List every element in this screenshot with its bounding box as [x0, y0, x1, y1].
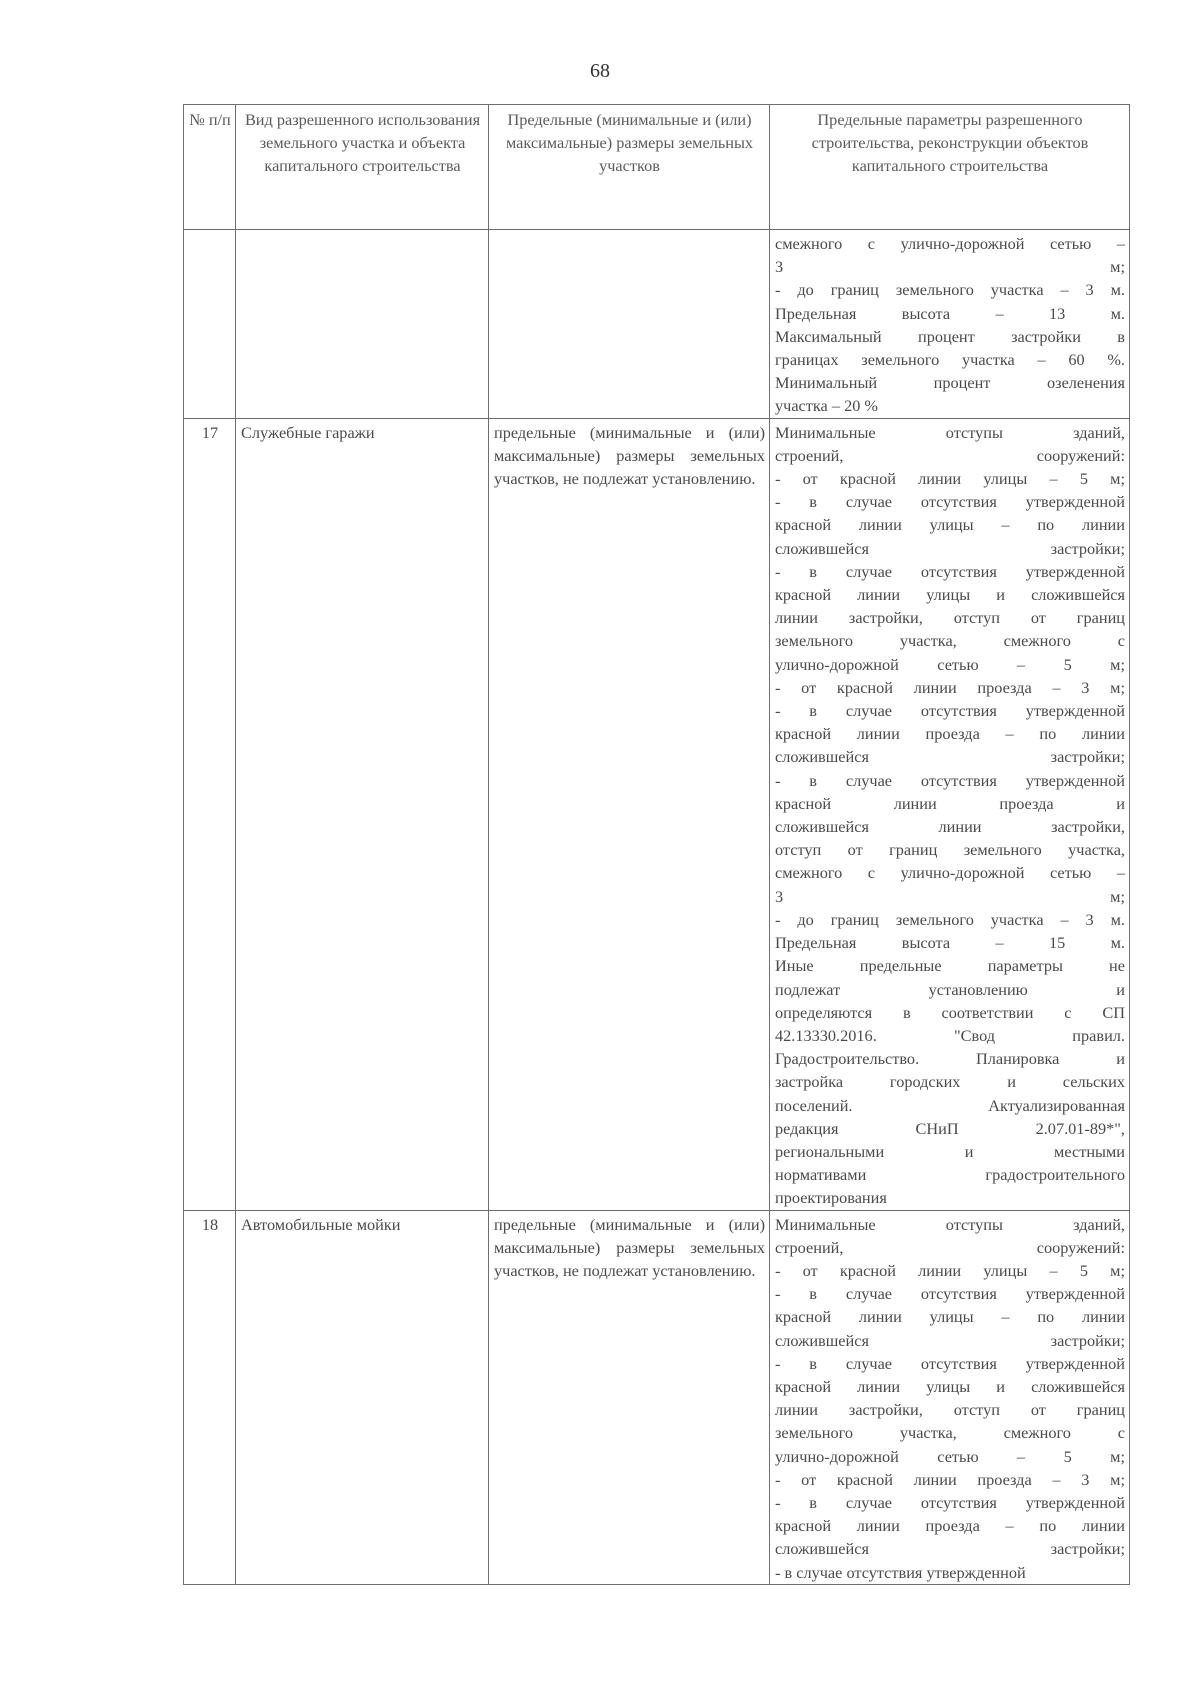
text-line: улично-дорожной сетью – 5 м;: [775, 654, 1125, 674]
text-line: - в случае отсутствия утвержденной: [775, 492, 1125, 512]
text-line: 3 м;: [775, 257, 1125, 277]
text-line: Минимальные отступы зданий,: [775, 422, 1125, 442]
text-line: красной линии проезда – по линии: [775, 1516, 1125, 1536]
cell-number: 18: [184, 1210, 236, 1584]
cell-permitted-use: Служебные гаражи: [236, 418, 489, 1210]
table-row-continuation: [184, 230, 1130, 419]
text-line: Иные предельные параметры не: [775, 956, 1125, 976]
text-line: земельного участка, смежного с: [775, 1423, 1125, 1443]
cell-permitted-use: [236, 230, 489, 419]
text-line: линии застройки, отступ от границ: [775, 608, 1125, 628]
text-line: 3 м;: [775, 886, 1125, 906]
cell-plot-size: предельные (минимальные и (или) максимальные) размеры земельных участков, не подлежат установлению.: [489, 1210, 770, 1584]
text-line: красной линии улицы и сложившейся: [775, 1376, 1125, 1396]
cell-plot-size: предельные (минимальные и (или) максимальные) размеры земельных участков, не подлежат установлению.: [489, 418, 770, 1210]
text-line: - в случае отсутствия утвержденной: [775, 770, 1125, 790]
header-permitted-use: Вид разрешенного использования земельного участка и объекта капитального строительства: [236, 105, 489, 230]
table-header-row: [184, 105, 1130, 230]
text-line: Предельная высота – 15 м.: [775, 933, 1125, 953]
text-line: - в случае отсутствия утвержденной: [775, 1284, 1125, 1304]
text-line: строений, сооружений:: [775, 445, 1125, 465]
text-line: отступ от границ земельного участка,: [775, 840, 1125, 860]
regulations-table: [183, 104, 1130, 1585]
text-line: сложившейся линии застройки,: [775, 817, 1125, 837]
text-line: участка – 20 %: [775, 396, 878, 416]
text-line: - от красной линии улицы – 5 м;: [775, 469, 1125, 489]
table-row: [184, 418, 1130, 1210]
cell-construction-params: [770, 418, 1130, 1210]
text-line: - до границ земельного участка – 3 м.: [775, 909, 1125, 929]
text-line: застройка городских и сельских: [775, 1072, 1125, 1092]
text-line: Минимальные отступы зданий,: [775, 1214, 1125, 1234]
text-line: - до границ земельного участка – 3 м.: [775, 280, 1125, 300]
text-line: - в случае отсутствия утвержденной: [775, 561, 1125, 581]
cell-number: [184, 230, 236, 419]
cell-construction-params: [770, 1210, 1130, 1584]
cell-construction-params: [770, 230, 1130, 419]
text-line: нормативами градостроительного: [775, 1165, 1125, 1185]
header-number: № п/п: [184, 105, 236, 230]
cell-permitted-use: Автомобильные мойки: [236, 1210, 489, 1584]
header-plot-size: Предельные (минимальные и (или) максимальные) размеры земельных участков: [489, 105, 770, 230]
text-line: - в случае отсутствия утвержденной: [775, 1562, 1026, 1582]
text-line: сложившейся застройки;: [775, 1330, 1125, 1350]
text-line: проектирования: [775, 1188, 887, 1208]
text-line: красной линии улицы – по линии: [775, 515, 1125, 535]
text-line: региональными и местными: [775, 1141, 1125, 1161]
text-line: смежного с улично-дорожной сетью –: [775, 863, 1125, 883]
header-construction-params: Предельные параметры разрешенного строительства, реконструкции объектов капитального строительства: [770, 105, 1130, 230]
text-line: - от красной линии улицы – 5 м;: [775, 1260, 1125, 1280]
page-number: 68: [590, 60, 610, 82]
text-line: границах земельного участка – 60 %.: [775, 350, 1125, 370]
text-line: улично-дорожной сетью – 5 м;: [775, 1446, 1125, 1466]
text-line: определяются в соответствии с СП: [775, 1002, 1125, 1022]
text-line: Градостроительство. Планировка и: [775, 1049, 1125, 1069]
text-line: Максимальный процент застройки в: [775, 326, 1125, 346]
text-line: красной линии улицы и сложившейся: [775, 585, 1125, 605]
text-line: сложившейся застройки;: [775, 538, 1125, 558]
text-line: - от красной линии проезда – 3 м;: [775, 677, 1125, 697]
cell-plot-size: [489, 230, 770, 419]
text-line: сложившейся застройки;: [775, 747, 1125, 767]
text-line: - от красной линии проезда – 3 м;: [775, 1469, 1125, 1489]
text-line: поселений. Актуализированная: [775, 1095, 1125, 1115]
text-line: сложившейся застройки;: [775, 1539, 1125, 1559]
text-line: Минимальный процент озеленения: [775, 373, 1125, 393]
text-line: - в случае отсутствия утвержденной: [775, 1492, 1125, 1512]
text-line: - в случае отсутствия утвержденной: [775, 1353, 1125, 1373]
text-line: редакция СНиП 2.07.01-89*",: [775, 1118, 1125, 1138]
cell-number: 17: [184, 418, 236, 1210]
text-line: Предельная высота – 13 м.: [775, 303, 1125, 323]
text-line: 42.13330.2016. "Свод правил.: [775, 1025, 1125, 1045]
text-line: линии застройки, отступ от границ: [775, 1400, 1125, 1420]
table-row: [184, 1210, 1130, 1584]
text-line: смежного с улично-дорожной сетью –: [775, 234, 1125, 253]
text-line: земельного участка, смежного с: [775, 631, 1125, 651]
text-line: красной линии улицы – по линии: [775, 1307, 1125, 1327]
text-line: строений, сооружений:: [775, 1237, 1125, 1257]
text-line: подлежат установлению и: [775, 979, 1125, 999]
text-line: красной линии проезда – по линии: [775, 724, 1125, 744]
text-line: красной линии проезда и: [775, 793, 1125, 813]
text-line: - в случае отсутствия утвержденной: [775, 701, 1125, 721]
